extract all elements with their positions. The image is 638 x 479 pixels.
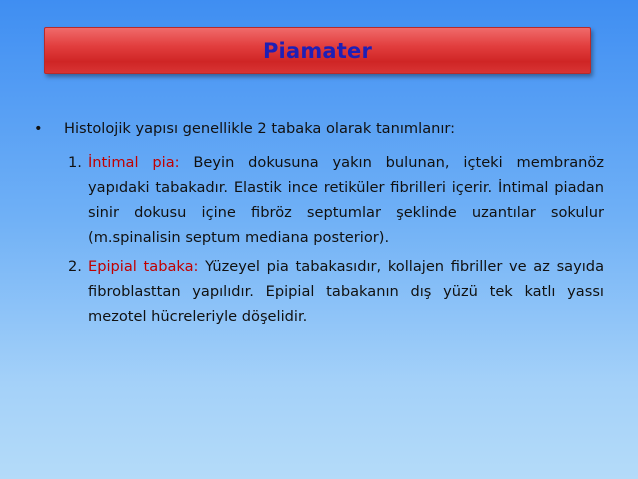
list-item-number: 2. bbox=[68, 258, 82, 275]
numbered-list bbox=[68, 150, 604, 329]
slide-content bbox=[34, 118, 604, 333]
list-item-body bbox=[88, 150, 604, 250]
main-bullet-text: Histolojik yapısı genellikle 2 tabaka olarak tanımlanır: bbox=[64, 120, 456, 137]
list-item-text: Beyin dokusuna yakın bulunan, içteki membranöz yapıdaki tabakadır. Elastik ince retiküler fibrilleri içerir. İntimal piadan sinir dokusu içine fibröz septumlar şeklinde uzantılar sokulur (m.spinalisin septum mediana posterior). bbox=[88, 154, 604, 246]
slide-title: Piamater bbox=[262, 38, 373, 63]
main-bullet bbox=[34, 118, 604, 140]
list-item bbox=[68, 150, 604, 250]
bullet-icon: • bbox=[34, 120, 43, 137]
list-item bbox=[68, 254, 604, 329]
list-item-number: 1. bbox=[68, 154, 82, 171]
list-item-body bbox=[88, 254, 604, 329]
list-item-term: Epipial tabaka: bbox=[88, 258, 199, 275]
list-item-text: Yüzeyel pia tabakasıdır, kollajen fibriller ve az sayıda fibroblasttan yapılıdır. Epipial tabakanın dış yüzü tek katlı yassı mezotel hücreleriyle döşelidir. bbox=[88, 258, 605, 325]
list-item-term: İntimal pia: bbox=[88, 154, 180, 171]
title-banner bbox=[44, 27, 591, 74]
